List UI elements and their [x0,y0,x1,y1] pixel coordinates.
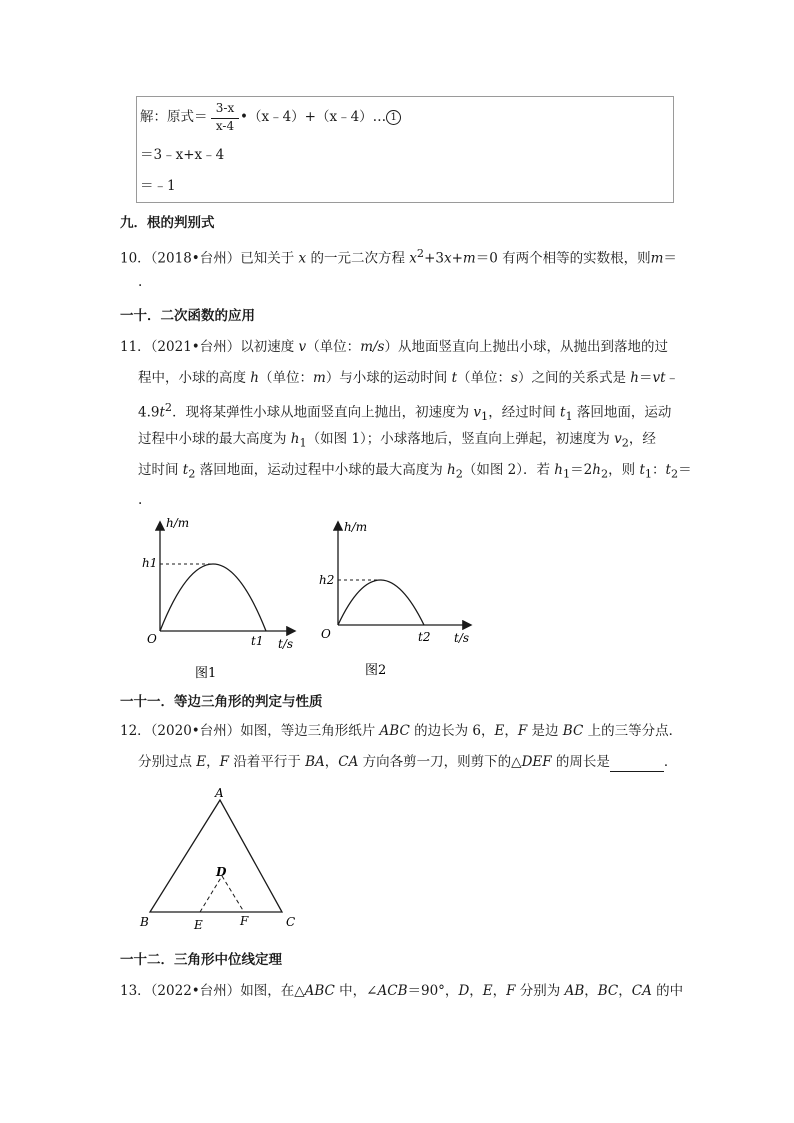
triangle-abc [150,800,282,912]
q11-text: ．现将某弹性小球从地面竖直向上抛出，初速度为 [172,404,474,421]
fig1-x-label: t/s [278,637,294,651]
q11-text: 11．（2021•台州）以初速度 [120,339,299,355]
point-f-label: F [240,914,249,928]
q11-sub: 2 [670,467,679,481]
solution-box [136,96,674,203]
q11-var: v [614,431,622,447]
vertex-d-label: D [216,865,227,879]
q11-text: ＝ [638,370,653,386]
fig1-caption: 图1 [195,666,217,681]
q11-sub: 2 [621,436,629,450]
figure-2 [310,515,480,685]
q11-text: （如图 2）．若 [462,462,555,478]
q12-text: 的边长为 6， [409,723,495,739]
q10-text: +3 [424,250,444,267]
q11-var: t [560,404,566,421]
q11-sub: 1 [299,436,307,450]
q13-text: 13．（2022•台州）如图，在△ [120,983,305,999]
solution-line-3: ＝﹣1 [140,178,176,194]
fig2-y-label: h/m [344,520,368,534]
q11-var: m/s [360,339,385,355]
section-heading-12: 一十二．三角形中位线定理 [120,952,282,968]
q12-var: F [219,754,230,770]
q12-var: CA [338,754,359,770]
q13-var: E [482,983,493,999]
q13-var: BC [597,983,619,999]
q12-var: ABC [379,723,410,739]
q11-text: 过程中小球的最大高度为 [138,431,291,447]
section-heading-11: 一十一．等边三角形的判定与性质 [120,694,323,710]
q12-text: 12．（2020•台州）如图，等边三角形纸片 [120,723,380,739]
question-11-line-4 [138,429,656,454]
question-13-line-1 [120,981,683,1001]
solution-suffix: •（x﹣4）+（x﹣4）… [240,109,387,125]
q13-text: ， [618,983,632,999]
q10-sup: 2 [416,247,425,260]
fig2-peak-label: h2 [319,573,335,587]
answer-blank [610,757,664,772]
fig2-x-label: t/s [454,631,470,645]
q13-var: F [506,983,516,999]
figure-1 [130,515,310,685]
q11-sub: 1 [644,467,653,481]
q12-var: BC [562,723,584,739]
q11-text: ＝ [678,462,692,478]
q11-var: m [313,370,326,386]
q12-text: 的周长是 [551,754,610,770]
fig2-parabola [338,580,424,625]
q11-text: ﹣ [665,370,680,386]
q11-text: ： [652,462,666,478]
q13-var: ABC [304,983,335,999]
q10-var: m [650,250,664,267]
section-heading-9: 九．根的判别式 [120,215,215,231]
q11-var: h [554,462,563,478]
q12-text: ， [504,723,518,739]
q11-sub: 1 [481,410,489,424]
q11-var: t [182,462,189,478]
question-12-line-2 [138,752,677,772]
fig2-caption: 图2 [365,663,387,678]
fig1-peak-label: h1 [142,556,158,570]
fraction-numerator: 3-x [215,101,235,115]
q13-text: 中，∠ [334,983,378,999]
q12-text: 是边 [527,723,563,739]
q11-var: t [665,462,671,478]
q11-var: h [592,462,601,478]
q11-sub: 2 [188,467,196,481]
cut-line-ed [200,876,222,912]
q12-text: 方向各剪一刀，则剪下的△ [358,754,522,770]
q11-var: h [630,370,639,386]
question-10-line-2: . [138,274,143,290]
q11-text: ，则 [608,462,640,478]
q13-text: 的中 [651,983,684,999]
vertex-c-label: C [286,915,296,929]
q10-text: + [451,250,463,267]
fraction-denominator: x-4 [215,119,235,133]
q12-var: DEF [521,754,552,770]
q11-text: （单位： [457,370,512,386]
question-12-line-1 [120,721,682,741]
q11-var: s [511,370,518,386]
q13-var: CA [631,983,652,999]
point-e-label: E [194,918,203,932]
fig1-parabola [160,564,266,631]
q11-text: 落回地面，运动 [572,404,672,421]
solution-prefix: 解：原式＝ [140,109,208,125]
q11-text: 过时间 [138,462,183,478]
q10-text: ＝0 有两个相等的实数根，则 [475,250,651,267]
q11-text: ）与小球的运动时间 [325,370,452,386]
q12-var: F [517,723,528,739]
q12-text: 上的三等分点． [583,723,683,739]
fig1-t-label: t1 [251,634,264,648]
q11-sub: 1 [565,410,573,424]
q11-sup: 2 [164,401,173,414]
q13-var: AB [564,983,585,999]
cut-line-fd [222,876,244,912]
fig1-origin-label: O [147,632,157,646]
q13-var: ACB [377,983,408,999]
q11-text: ）从地面竖直向上抛出小球，从抛出到落地的过 [384,339,668,355]
q11-sub: 2 [600,467,609,481]
q11-sub: 1 [563,467,571,481]
solution-line-1 [140,107,208,127]
q11-text: （单位： [259,370,313,386]
q13-var: D [458,983,470,999]
q11-var: t [159,404,165,421]
q12-text: ， [324,754,339,770]
q11-var: vt [652,370,666,386]
question-11-line-6: . [138,492,143,508]
q11-text: ＝2 [570,462,593,478]
q12-text: 分别过点 [138,754,197,770]
q13-text: ， [584,983,598,999]
question-10-line-1 [120,244,677,269]
q10-var: x [409,250,417,267]
q10-var: m [462,250,476,267]
question-11-line-3 [138,398,671,427]
q11-var: h [250,370,259,386]
q11-var: h [290,431,300,447]
q13-text: ＝90°， [407,983,459,999]
q10-text: 10．（2018•台州）已知关于 [120,250,299,267]
question-11-line-2 [138,368,679,388]
q10-text: 的一元二次方程 [306,250,410,267]
solution-line-1-suffix [240,107,401,127]
q12-var: E [196,754,207,770]
solution-line-2: ＝3﹣x+x﹣4 [140,147,225,163]
question-11-line-5 [138,460,692,485]
q11-text: 程中，小球的高度 [138,370,251,386]
q11-var: v [473,404,482,421]
q11-var: v [298,339,307,355]
q11-var: h [447,462,456,478]
q10-var: x [443,250,452,267]
q10-var: x [298,250,307,267]
q12-var: BA [305,754,325,770]
q11-text: ）之间的关系式是 [517,370,631,386]
vertex-b-label: B [140,915,149,929]
q11-text: （单位： [306,339,361,355]
fig2-origin-label: O [321,627,331,641]
section-heading-10: 一十．二次函数的应用 [120,308,255,324]
fig1-y-label: h/m [166,516,190,530]
q11-var: t [639,462,645,478]
fig2-t-label: t2 [418,630,431,644]
q13-text: ， [492,983,507,999]
q11-text: 落回地面，运动过程中小球的最大高度为 [195,462,447,478]
vertex-a-label: A [215,786,224,800]
q10-text: ＝ [663,250,677,267]
q11-var: t [451,370,458,386]
q12-text: ． [663,754,678,770]
q13-text: 分别为 [515,983,565,999]
q11-text: ，经 [628,431,656,447]
q12-var: E [494,723,505,739]
circled-number: 1 [386,110,401,125]
q11-text: （如图 1）；小球落地后，竖直向上弹起，初速度为 [306,431,615,447]
q12-text: ， [206,754,220,770]
q11-text: ，经过时间 [488,404,560,421]
q11-sub: 2 [455,467,463,481]
q12-text: 沿着平行于 [229,754,306,770]
triangle-figure [130,782,310,937]
q13-text: ， [469,983,483,999]
q11-text: 4.9 [138,404,160,421]
question-11-line-1 [120,337,668,357]
